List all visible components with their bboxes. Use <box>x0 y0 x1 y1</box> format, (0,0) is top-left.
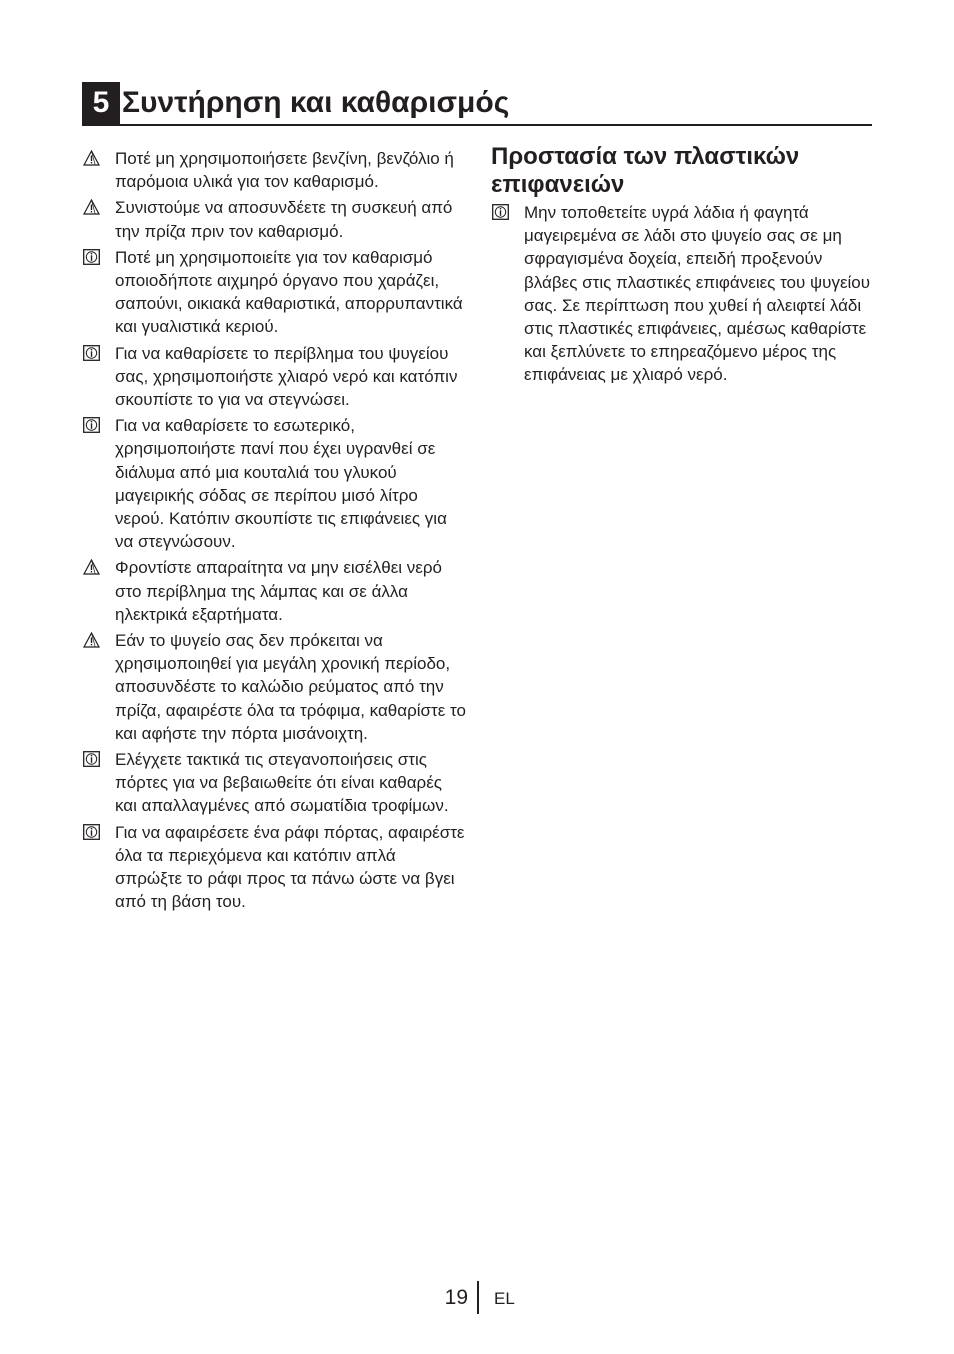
item-text: Ποτέ μη χρησιμοποιείτε για τον καθαρισμό οποιοδήποτε αιχμηρό όργανο που χαράζει, σαπούνι, οικιακά καθαριστικά, απορρυπαντικά και γυαλιστικά κεριού. <box>115 247 463 337</box>
section-number: 5 <box>82 82 120 124</box>
list-item <box>82 196 467 242</box>
list-item <box>82 629 467 745</box>
item-text: Ποτέ μη χρησιμοποιήσετε βενζίνη, βενζόλιο ή παρόμοια υλικά για τον καθαρισμό. <box>115 149 454 192</box>
info-icon <box>492 204 509 220</box>
list-item <box>82 821 467 914</box>
footer-divider <box>477 1281 479 1314</box>
left-column <box>82 147 467 917</box>
item-text: Φροντίστε απαραίτητα να μην εισέλθει νερό στο περίβλημα της λάμπας και σε άλλα ηλεκτρικά εξαρτήματα. <box>115 558 442 624</box>
page-title: Συντήρηση και καθαρισμός <box>122 86 510 119</box>
info-icon <box>83 751 100 767</box>
list-item <box>82 414 467 553</box>
warning-icon <box>83 559 100 575</box>
item-text: Ελέγχετε τακτικά τις στεγανοποιήσεις στις πόρτες για να βεβαιωθείτε ότι είναι καθαρές και απαλλαγμένες από σωματίδια τροφίμων. <box>115 750 449 816</box>
list-item <box>82 342 467 412</box>
list-item <box>82 748 467 818</box>
item-text: Μην τοποθετείτε υγρά λάδια ή φαγητά μαγειρεμένα σε λάδι στο ψυγείο σας σε μη σφραγισμένα δοχεία, επειδή προξενούν βλάβες στις πλαστικές επιφάνειες του ψυγείου σας. Σε περίπτωση που χυθεί ή αλειφτεί λάδι στις πλαστικές επιφάνειες, αμέσως καθαρίστε και ξεπλύνετε το επηρεαζόμενο μέρος της επιφάνειας με χλιαρό νερό. <box>524 203 871 385</box>
item-text: Εάν το ψυγείο σας δεν πρόκειται να χρησιμοποιηθεί για μεγάλη χρονική περίοδο, αποσυνδέστε το καλώδιο ρεύματος από την πρίζα, αφαιρέστε όλα τα τρόφιμα, καθαρίστε το και αφήστε την πόρτα μισάνοιχτη. <box>115 631 466 743</box>
language-code: EL <box>494 1289 515 1308</box>
info-icon <box>83 824 100 840</box>
right-column <box>491 143 876 390</box>
warning-icon <box>83 199 100 215</box>
warning-icon <box>83 632 100 648</box>
item-text: Συνιστούμε να αποσυνδέετε τη συσκευή από την πρίζα πριν τον καθαρισμό. <box>115 198 453 241</box>
sub-heading: Προστασία των πλαστικών επιφανειών <box>491 143 800 198</box>
item-text: Για να αφαιρέσετε ένα ράφι πόρτας, αφαιρέστε όλα τα περιεχόμενα και κατόπιν απλά σπρώξτε το ράφι προς τα πάνω ώστε να βγει από τη βάση του. <box>115 822 465 912</box>
info-icon <box>83 249 100 265</box>
section-header <box>82 82 872 126</box>
info-icon <box>83 417 100 433</box>
list-item <box>82 147 467 193</box>
page-number: 19 <box>444 1286 468 1309</box>
list-item <box>82 246 467 339</box>
warning-icon <box>83 150 100 166</box>
list-item <box>491 201 876 387</box>
item-text: Για να καθαρίσετε το εσωτερικό, χρησιμοποιήστε πανί που έχει υγρανθεί σε διάλυμα από μια κουταλιά του γλυκού μαγειρικής σόδας σε περίπου μισό λίτρο νερού. Κατόπιν σκουπίστε τις επιφάνειες για να στεγνώσουν. <box>115 416 447 552</box>
item-text: Για να καθαρίσετε το περίβλημα του ψυγείου σας, χρησιμοποιήστε χλιαρό νερό και κατόπιν σκουπίστε το για να στεγνώσει. <box>115 343 458 410</box>
list-item <box>82 556 467 626</box>
info-icon <box>83 345 100 361</box>
